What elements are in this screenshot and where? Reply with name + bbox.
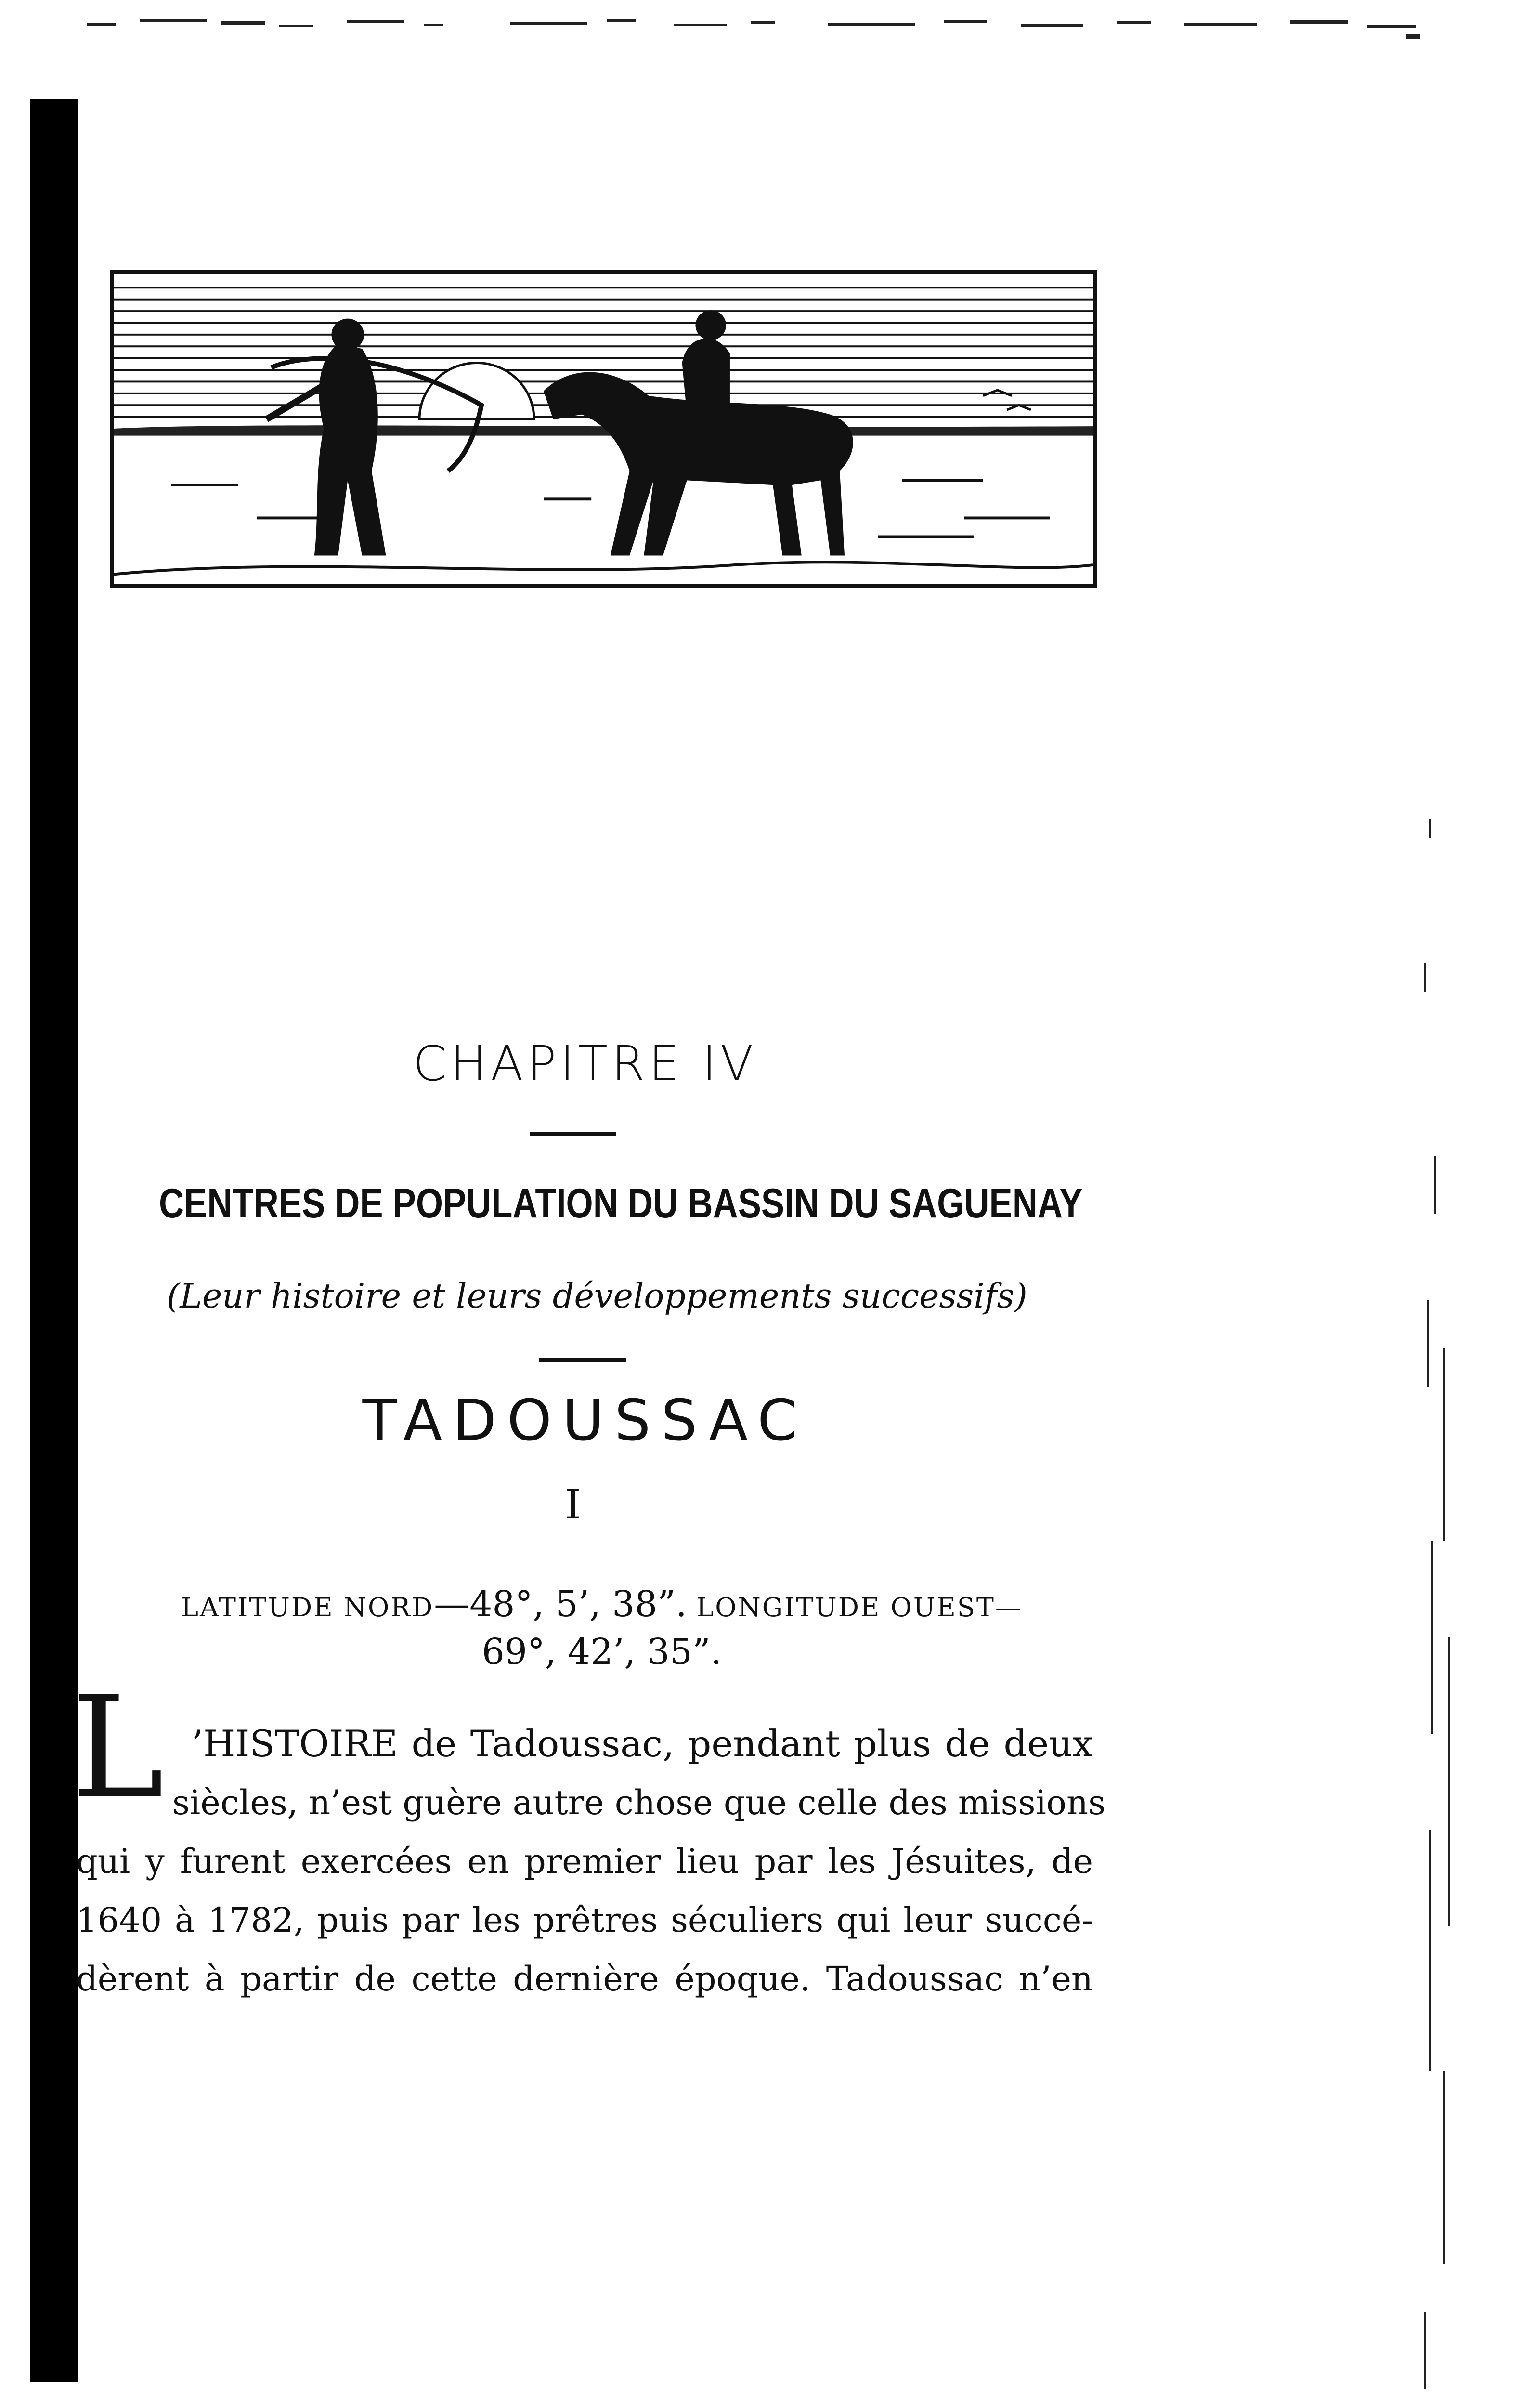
coordinates-line-1 [120,1582,1083,1630]
latitude-value: —48°, 5’, 38”. [434,1584,687,1625]
body-line: dèrent à partir de cette dernière époque. Tadoussac n’en [76,1959,1093,1999]
body-line: qui y furent exercées en premier lieu par les Jésuites, de [76,1842,1093,1881]
longitude-label: LONGITUDE OUEST— [696,1592,1023,1623]
body-line: siècles, n’est guère autre chose que celle des missions [172,1783,1106,1822]
header-vignette [110,270,1097,588]
longitude-value: 69°, 42’, 35”. [481,1631,722,1673]
binding-shadow [30,99,78,2382]
section-heading: CENTRES DE POPULATION DU BASSIN DU SAGUENAY [159,1180,1083,1227]
place-title: TADOUSSAC [362,1387,808,1453]
margin-speckles [1416,819,1469,2408]
chapter-title: CHAPITRE IV [413,1035,757,1092]
scythe-man-and-rider-illustration [114,274,1093,584]
coordinates [120,1582,1083,1676]
part-numeral: I [565,1481,581,1528]
body-paragraph [76,1714,1106,2008]
coordinates-line-2 [120,1630,1083,1676]
page-edge-specks [77,14,1435,43]
rule-under-chapter [530,1132,616,1136]
section-subtitle: (Leur histoire et leurs développements successifs) [167,1276,1027,1316]
body-line: 1640 à 1782, puis par les prêtres séculiers qui leur succé- [76,1900,1093,1940]
body-line: ’HISTOIRE de Tadoussac, pendant plus de deux [192,1722,1093,1765]
latitude-label: LATITUDE NORD [181,1592,434,1623]
drop-cap: L [71,1667,164,1829]
rule-under-subtitle [539,1358,626,1362]
